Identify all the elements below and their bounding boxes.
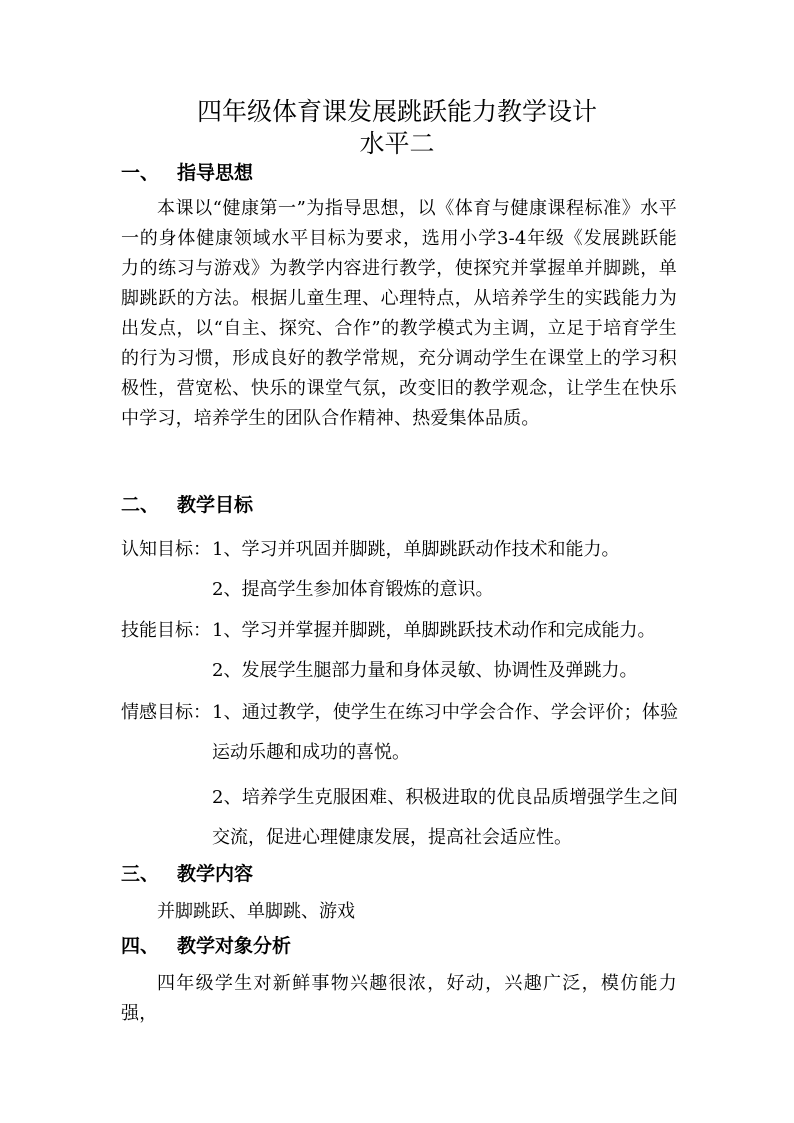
objective-item: 2、发展学生腿部力量和身体灵敏、协调性及弹跳力。 xyxy=(212,660,638,681)
section-title: 教学内容 xyxy=(177,863,254,885)
objective-label-cognitive: 认知目标： xyxy=(121,539,211,560)
objective-item: 2、提高学生参加体育锻炼的意识。 xyxy=(212,579,494,600)
section-number: 四、 xyxy=(121,935,160,957)
teaching-content-text: 并脚跳跃、单脚跳、游戏 xyxy=(157,901,355,922)
objective-label-skill: 技能目标： xyxy=(121,620,211,641)
section-title: 教学目标 xyxy=(177,494,254,516)
objective-item: 1、学习并掌握并脚跳，单脚跳跃技术动作和完成能力。 xyxy=(212,620,656,641)
objective-item: 1、学习并巩固并脚跳，单脚跳跃动作技术和能力。 xyxy=(212,539,620,560)
document-title: 四年级体育课发展跳跃能力教学设计 xyxy=(196,97,597,126)
section-title: 指导思想 xyxy=(177,162,254,184)
objective-item: 2、培养学生克服困难、积极进取的优良品质增强学生之间交流，促进心理健康发展，提高社会适应性。 xyxy=(212,787,678,848)
section-number: 二、 xyxy=(121,494,160,516)
document-subtitle: 水平二 xyxy=(359,129,435,158)
student-analysis-paragraph: 四年级学生对新鲜事物兴趣很浓，好动，兴趣广泛，模仿能力强， xyxy=(121,973,677,1024)
objective-label-emotional: 情感目标： xyxy=(121,702,211,723)
section-heading-teaching-content xyxy=(121,861,253,887)
guiding-ideology-paragraph: 本课以“健康第一”为指导思想，以《体育与健康课程标准》水平一的身体健康领域水平目标为要求，选用小学3-4年级《发展跳跃能力的练习与游戏》为教学内容进行教学，使探究并掌握单并脚跳，单脚跳跃的方法。根据儿童生理、心理特点，从培养学生的实践能力为出发点，以“自主、探究、合作”的教学模式为主调，立足于培育学生的行为习惯，形成良好的教学常规，充分调动学生在课堂上的学习积极性，营宽松、快乐的课堂气氛，改变旧的教学观念，让学生在快乐中学习，培养学生的团队合作精神、热爱集体品质。 xyxy=(121,198,677,429)
section-heading-guiding-ideology xyxy=(121,160,253,186)
section-number: 三、 xyxy=(121,863,160,885)
objective-item: 1、通过教学，使学生在练习中学会合作、学会评价；体验运动乐趣和成功的喜悦。 xyxy=(212,702,678,763)
section-heading-student-analysis xyxy=(121,933,291,959)
section-number: 一、 xyxy=(121,162,160,184)
section-title: 教学对象分析 xyxy=(177,935,292,957)
section-heading-teaching-objectives xyxy=(121,492,253,518)
